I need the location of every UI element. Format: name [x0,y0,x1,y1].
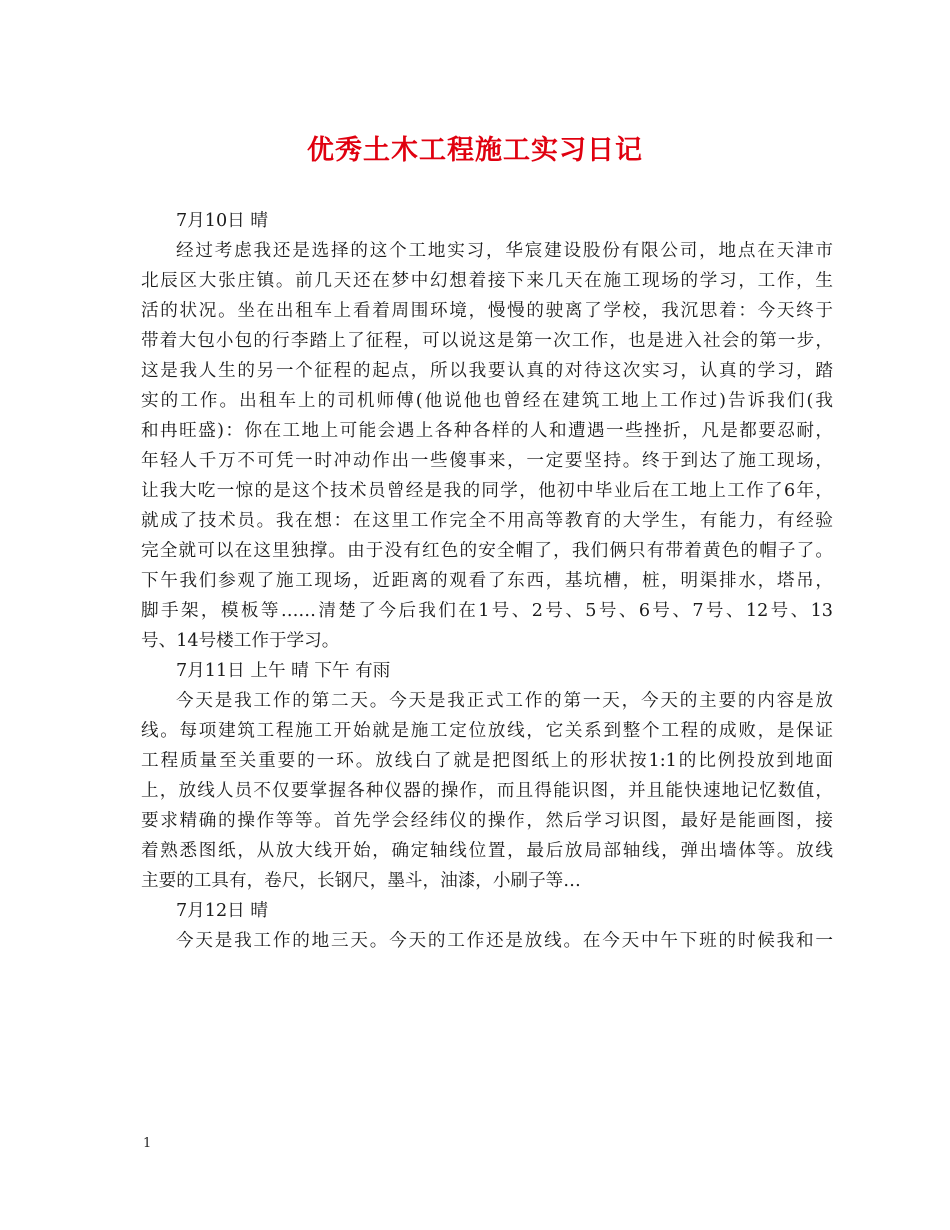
paragraph-line: 经过考虑我还是选择的这个工地实习，华宸建设股份有限公司，地点在天津市 [176,241,833,261]
diary-date-line: 7月10日 晴 [176,211,268,231]
paragraph-line: 号、14号楼工作于学习。 [141,631,340,651]
document-title: 优秀土木工程施工实习日记 [307,135,643,166]
paragraph-line: 要求精确的操作等等。首先学会经纬仪的操作，然后学习识图，最好是能画图，接 [141,811,833,831]
document-body [141,206,833,956]
paragraph-line: 工程质量至关重要的一环。放线白了就是把图纸上的形状按1:1的比例投放到地面 [141,751,833,771]
diary-date-line: 7月11日 上午 晴 下午 有雨 [176,661,391,681]
paragraph-line: 活的状况。坐在出租车上看着周围环境，慢慢的驶离了学校，我沉思着：今天终于 [141,301,833,321]
page-number: 1 [143,1136,152,1151]
paragraph-line: 线。每项建筑工程施工开始就是施工定位放线，它关系到整个工程的成败，是保证 [141,721,833,741]
paragraph-line: 完全就可以在这里独撑。由于没有红色的安全帽了，我们俩只有带着黄色的帽子了。 [141,541,833,561]
paragraph-line: 这是我人生的另一个征程的起点，所以我要认真的对待这次实习，认真的学习，踏 [141,361,833,381]
paragraph-line: 让我大吃一惊的是这个技术员曾经是我的同学，他初中毕业后在工地上工作了6年， [141,481,833,501]
paragraph-line: 下午我们参观了施工现场，近距离的观看了东西，基坑槽，桩，明渠排水，塔吊， [141,571,833,591]
paragraph-line: 上，放线人员不仅要掌握各种仪器的操作，而且得能识图，并且能快速地记忆数值， [141,781,833,801]
paragraph-line: 带着大包小包的行李踏上了征程，可以说这是第一次工作，也是进入社会的第一步， [141,331,833,351]
paragraph-line: 北辰区大张庄镇。前几天还在梦中幻想着接下来几天在施工现场的学习，工作，生 [141,271,833,291]
paragraph-line: 和冉旺盛)：你在工地上可能会遇上各种各样的人和遭遇一些挫折，凡是都要忍耐， [141,421,833,441]
paragraph-line: 就成了技术员。我在想：在这里工作完全不用高等教育的大学生，有能力，有经验 [141,511,833,531]
paragraph-line: 今天是我工作的地三天。今天的工作还是放线。在今天中午下班的时候我和一 [176,931,833,951]
diary-date-line: 7月12日 晴 [176,901,268,921]
paragraph-line: 年轻人千万不可凭一时冲动作出一些傻事来，一定要坚持。终于到达了施工现场， [141,451,833,471]
paragraph-line: 脚手架，模板等……清楚了今后我们在1号、2号、5号、6号、7号、12号、13 [141,601,833,621]
paragraph-line: 着熟悉图纸，从放大线开始，确定轴线位置，最后放局部轴线，弹出墙体等。放线 [141,841,833,861]
paragraph-line: 今天是我工作的第二天。今天是我正式工作的第一天，今天的主要的内容是放 [176,691,833,711]
paragraph-line: 实的工作。出租车上的司机师傅(他说他也曾经在建筑工地上工作过)告诉我们(我 [141,391,833,411]
paragraph-line: 主要的工具有，卷尺，长钢尺，墨斗，油漆，小刷子等… [141,871,581,891]
